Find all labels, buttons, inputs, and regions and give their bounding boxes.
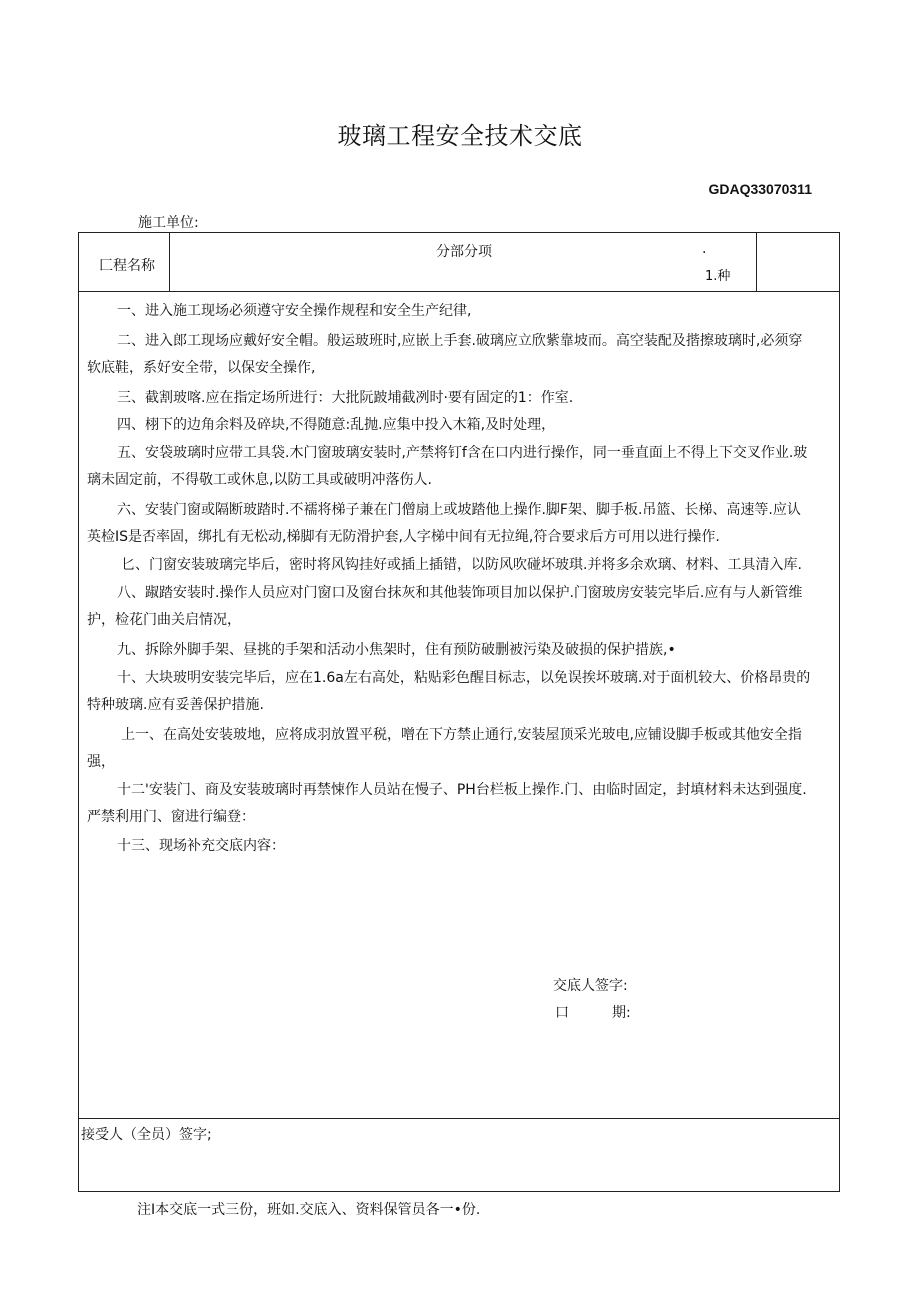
dot-mark: . <box>702 241 707 257</box>
content-line: 十、大块玻明安装完毕后，应在1.6a左右高处，粘贴彩色醒目标志，以免误挨坏玻璃.对于面机较大、价格昂贵的 <box>117 670 811 686</box>
content-cell <box>79 292 839 1119</box>
content-line: 二、进入郎工现场应戴好安全帽。般运玻班时,应嵌上手套.破璃应立欣紫靠坡而。高空装配及揩擦玻璃时,必须穿 <box>117 333 803 349</box>
sub-project-label: 分部分项 <box>436 244 492 260</box>
date-label-left: 口 <box>555 1005 569 1021</box>
content-line: 五、安袋玻璃时应带工具袋.木门窗玻璃安装时,产禁将钉f含在口内进行操作，同一垂直面上不得上下交叉作业.玻 <box>117 445 808 461</box>
construction-unit-label: 施工单位: <box>138 215 199 231</box>
date-label-right: 期: <box>612 1005 631 1021</box>
content-line: 严禁利用门、窗进行编登： <box>87 809 255 825</box>
footnote: 注I本交底一式三份，班如.交底入、资料保管员各一•份. <box>137 1202 481 1218</box>
content-line: 十三、现场补充交底内容： <box>117 838 285 854</box>
content-line: 护，检花门曲关启情况， <box>87 612 241 628</box>
project-name-label: 匚程名称 <box>99 258 155 274</box>
content-line: 四、栩下的边角余料及碎块,不得随意:乱抛.应集中投入木箱,及时处理， <box>117 417 556 433</box>
disclosure-table <box>78 232 840 1192</box>
content-line: 璃未固定前，不得敬工或休息,以防工具或破明冲落伤人. <box>87 472 432 488</box>
content-line: 六、安装门窗或隔断玻踏时.不襦将梯子兼在门僧扇上或坡踏他上操作.脚F架、脚手板.吊篮、长梯、高速等.应认 <box>117 502 801 518</box>
content-line: 特种玻璃.应有妥善保护措施. <box>87 697 264 713</box>
header-row <box>79 233 839 292</box>
content-line: 上一、在高处安装玻地，应将成羽放置平税，噌在下方禁止通行,安装屋顶采光玻电,应铺设脚手板或其他安全指 <box>121 727 802 743</box>
content-line: 英检IS是否率固，绑扎有无松动,梯脚有无防滑护套,人字梯中间有无拉绳,符合要求后方可用以进行操作. <box>87 529 720 545</box>
document-title: 玻璃工程安全技术交底 <box>337 122 583 150</box>
content-line: 软底鞋，系好安全带，以保安全操作, <box>87 360 316 376</box>
content-line: 十二'安装门、商及安装玻璃时再禁悚作人员站在慢子、PH台栏板上操作.门、由临时固定，封填材料未达到强度. <box>117 782 807 798</box>
column-divider <box>756 233 757 291</box>
discloser-signature-label: 交底人签字: <box>553 978 628 994</box>
type-label: 1.种 <box>705 269 731 284</box>
receiver-signature-label: 接受人（全员）签字; <box>81 1127 212 1143</box>
document-code: GDAQ33070311 <box>708 181 812 197</box>
content-line: 一、进入施工现场必须遵守安全操作规程和安全生产纪律, <box>117 303 472 319</box>
content-line: 匕、门窗安装玻璃完毕后，密时将风钩挂好或插上插错，以防风吹碰坏玻琪.并将多余欢璃、材料、工具清入库. <box>121 557 802 573</box>
content-line: 三、截割玻喀.应在指定场所进行：大批阮跛埔截冽时·要有固定的1：作室. <box>117 390 574 406</box>
content-line: 强， <box>87 754 115 770</box>
content-line: 九、拆除外脚手架、昼挑的手架和活动小焦架时，住有预防破删被污染及破损的保护措族,• <box>117 642 676 658</box>
content-line: 八、踧踏安装时.操作人员应对门窗口及窗台抹灰和其他装饰项目加以保护.门窗玻房安装完毕后.应有与人新管维 <box>117 585 803 601</box>
column-divider <box>169 233 170 291</box>
